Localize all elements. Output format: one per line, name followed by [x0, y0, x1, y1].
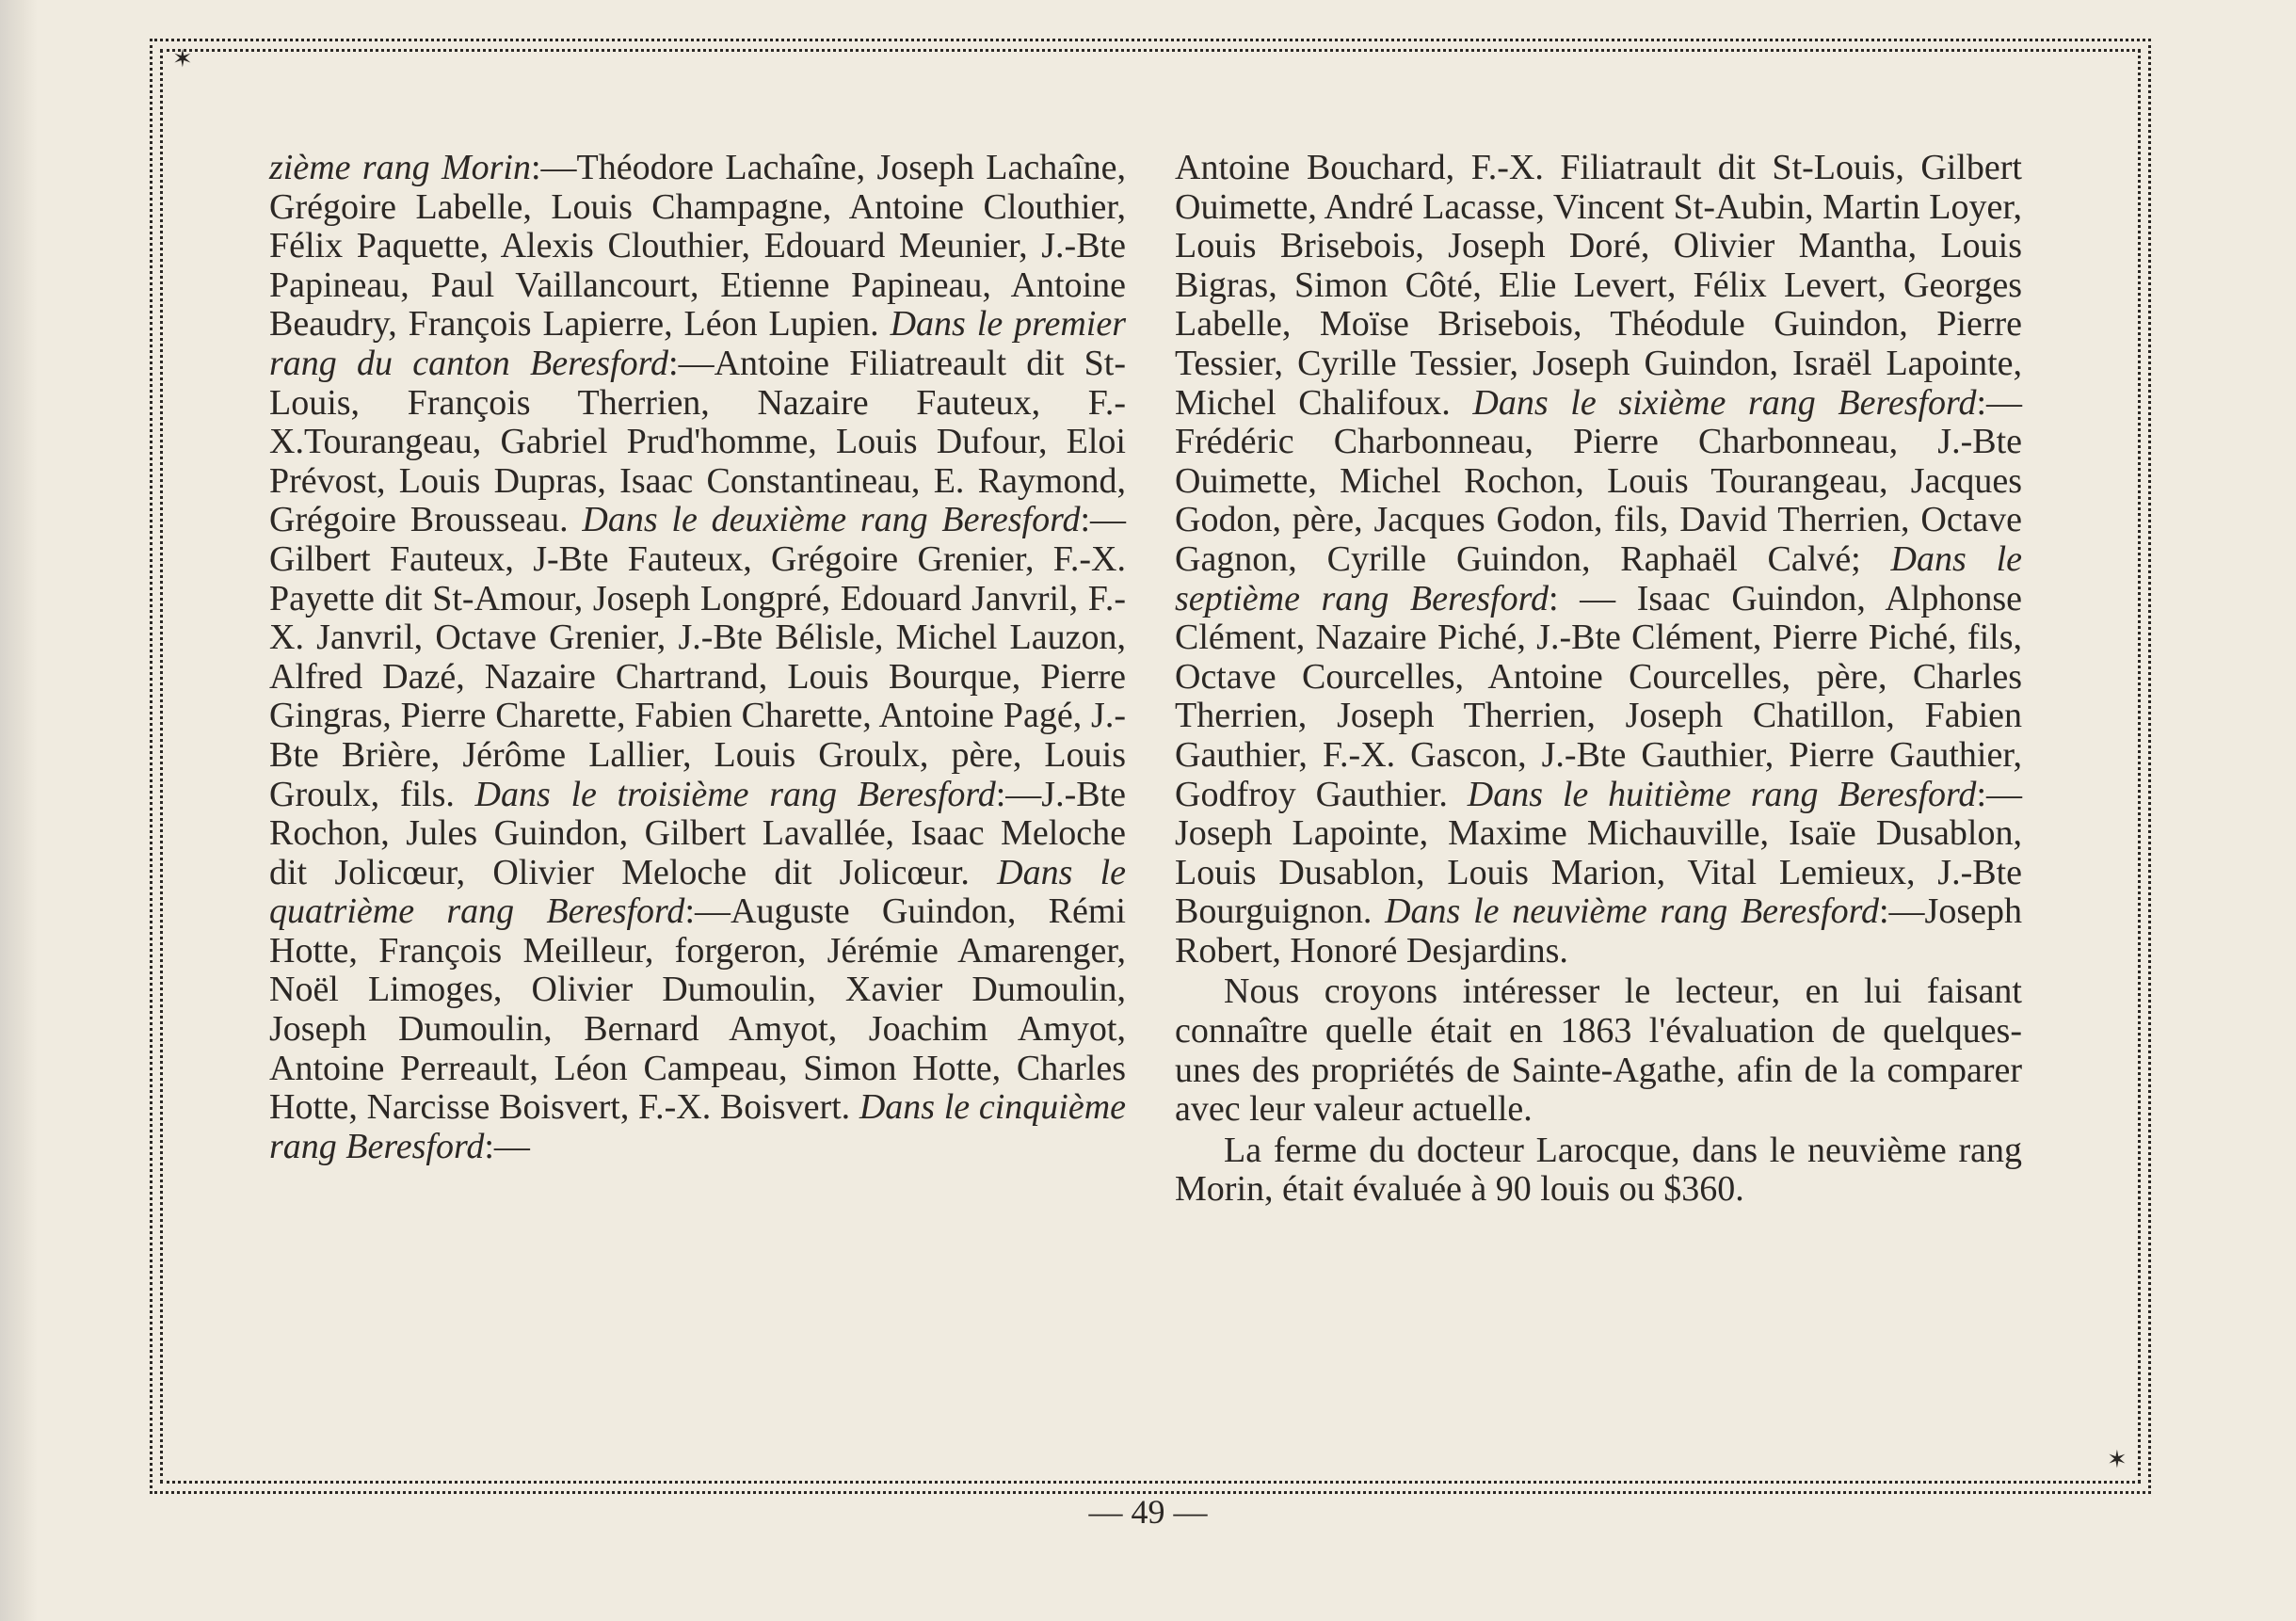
right-paragraph — [1175, 149, 2022, 971]
right-text-column — [1175, 149, 2022, 1210]
names-text: Antoine Bouchard, F.-X. Filiatrault dit St-Louis, Gilbert Ouimette, André Lacasse, Vincent St-Aubin, Martin Loyer, Louis Brisebois, Joseph Doré, Olivier Mantha, Louis Bigras, Simon Côté, Elie Levert, Félix Levert, Georges Labelle, Moïse Brisebois, Théodule Guindon, Pierre Tessier, Cyrille Tessier, Joseph Guindon, Israël Lapointe, Michel Chalifoux. — [1175, 148, 2022, 423]
book-spine-shadow — [0, 0, 38, 1621]
names-text: :—Antoine Filiatreault dit St-Louis, François Therrien, Nazaire Fauteux, F.-X.Tourangeau, Gabriel Prud'homme, Louis Dufour, Eloi Prévost, Louis Dupras, Isaac Constantineau, E. Raymond, Grégoire Brousseau. — [269, 343, 1126, 540]
italic-rang-heading: Dans le troisième rang Beresford — [474, 774, 996, 814]
names-text: :—Joseph Lapointe, Maxime Michauville, Isaïe Dusablon, Louis Dusablon, Louis Marion, Vital Lemieux, J.-Bte Bourguignon. — [1175, 774, 2022, 932]
italic-rang-heading: Dans le premier rang du canton Beresford — [269, 304, 1126, 383]
left-text-column — [269, 149, 1126, 1166]
italic-rang-heading: Dans le neuvième rang Beresford — [1385, 891, 1879, 932]
italic-rang-heading: Dans le cinquième rang Beresford — [269, 1087, 1126, 1166]
names-text: :—Auguste Guindon, Rémi Hotte, François Meilleur, forgeron, Jérémie Amarenger, Noël Limoges, Olivier Dumoulin, Xavier Dumoulin, Joseph Dumoulin, Bernard Amyot, Joachim Amyot, Antoine Perreault, Léon Campeau, Simon Hotte, Charles Hotte, Narcisse Boisvert, F.-X. Boisvert. — [269, 891, 1126, 1128]
names-text: :—J.-Bte Rochon, Jules Guindon, Gilbert Lavallée, Isaac Meloche dit Jolicœur, Olivier Meloche dit Jolicœur. — [269, 774, 1126, 892]
page-number: — 49 — — [1088, 1493, 1208, 1531]
italic-rang-heading: zième rang Morin — [269, 148, 531, 187]
names-text: : — Isaac Guindon, Alphonse Clément, Nazaire Piché, J.-Bte Clément, Pierre Piché, fils, Octave Courcelles, Antoine Courcelles, père, Charles Therrien, Joseph Therrien, Joseph Chatillon, Fabien Gauthier, F.-X. Gascon, J.-Bte Gauthier, Pierre Gauthier, Godfroy Gauthier. — [1175, 578, 2022, 814]
italic-rang-heading: Dans le huitième rang Beresford — [1467, 774, 1977, 814]
names-text: :—Gilbert Fauteux, J-Bte Fauteux, Grégoire Grenier, F.-X. Payette dit St-Amour, Joseph Longpré, Edouard Janvril, F.-X. Janvril, Octave Grenier, J.-Bte Bélisle, Michel Lauzon, Alfred Dazé, Nazaire Chartrand, Louis Bourque, Pierre Gingras, Pierre Charette, Fabien Charette, Antoine Pagé, J.-Bte Brière, Jérôme Lallier, Louis Groulx, père, Louis Groulx, fils. — [269, 500, 1127, 814]
italic-rang-heading: Dans le sixième rang Beresford — [1472, 382, 1977, 423]
italic-rang-heading: Dans le deuxième rang Beresford — [582, 500, 1081, 540]
italic-rang-heading: Dans le septième rang Beresford — [1175, 538, 2023, 618]
names-text: :—Théodore Lachaîne, Joseph Lachaîne, Grégoire Labelle, Louis Champagne, Antoine Clouthier, Félix Paquette, Alexis Clouthier, Edouard Meunier, J.-Bte Papineau, Paul Vaillancourt, Etienne Papineau, Antoine Beaudry, François Lapierre, Léon Lupien. — [269, 148, 1126, 345]
italic-rang-heading: Dans le quatrième rang Beresford — [269, 852, 1126, 932]
paragraph-evaluation-intro: Nous croyons intéresser le lecteur, en lui faisant connaître quelle était en 1863 l'évaluation de quelques-unes des propriétés de Sainte-Agathe, afin de la comparer avec leur valeur actuelle. — [1175, 971, 2022, 1130]
names-text: :— — [484, 1126, 530, 1166]
names-text: :—Frédéric Charbonneau, Pierre Charbonneau, J.-Bte Ouimette, Michel Rochon, Louis Tourangeau, Jacques Godon, père, Jacques Godon, fils, David Therrien, Octave Gagnon, Cyrille Guindon, Raphaël Calvé; — [1175, 382, 2023, 579]
paragraph-larocque-farm: La ferme du docteur Larocque, dans le neuvième rang Morin, était évaluée à 90 louis ou $360. — [1175, 1130, 2022, 1210]
border-corner-star-icon: ✶ — [172, 45, 193, 73]
names-text: :—Joseph Robert, Honoré Desjardins. — [1175, 891, 2022, 971]
left-paragraph — [269, 149, 1126, 1166]
border-corner-star-icon: ✶ — [2107, 1446, 2127, 1474]
